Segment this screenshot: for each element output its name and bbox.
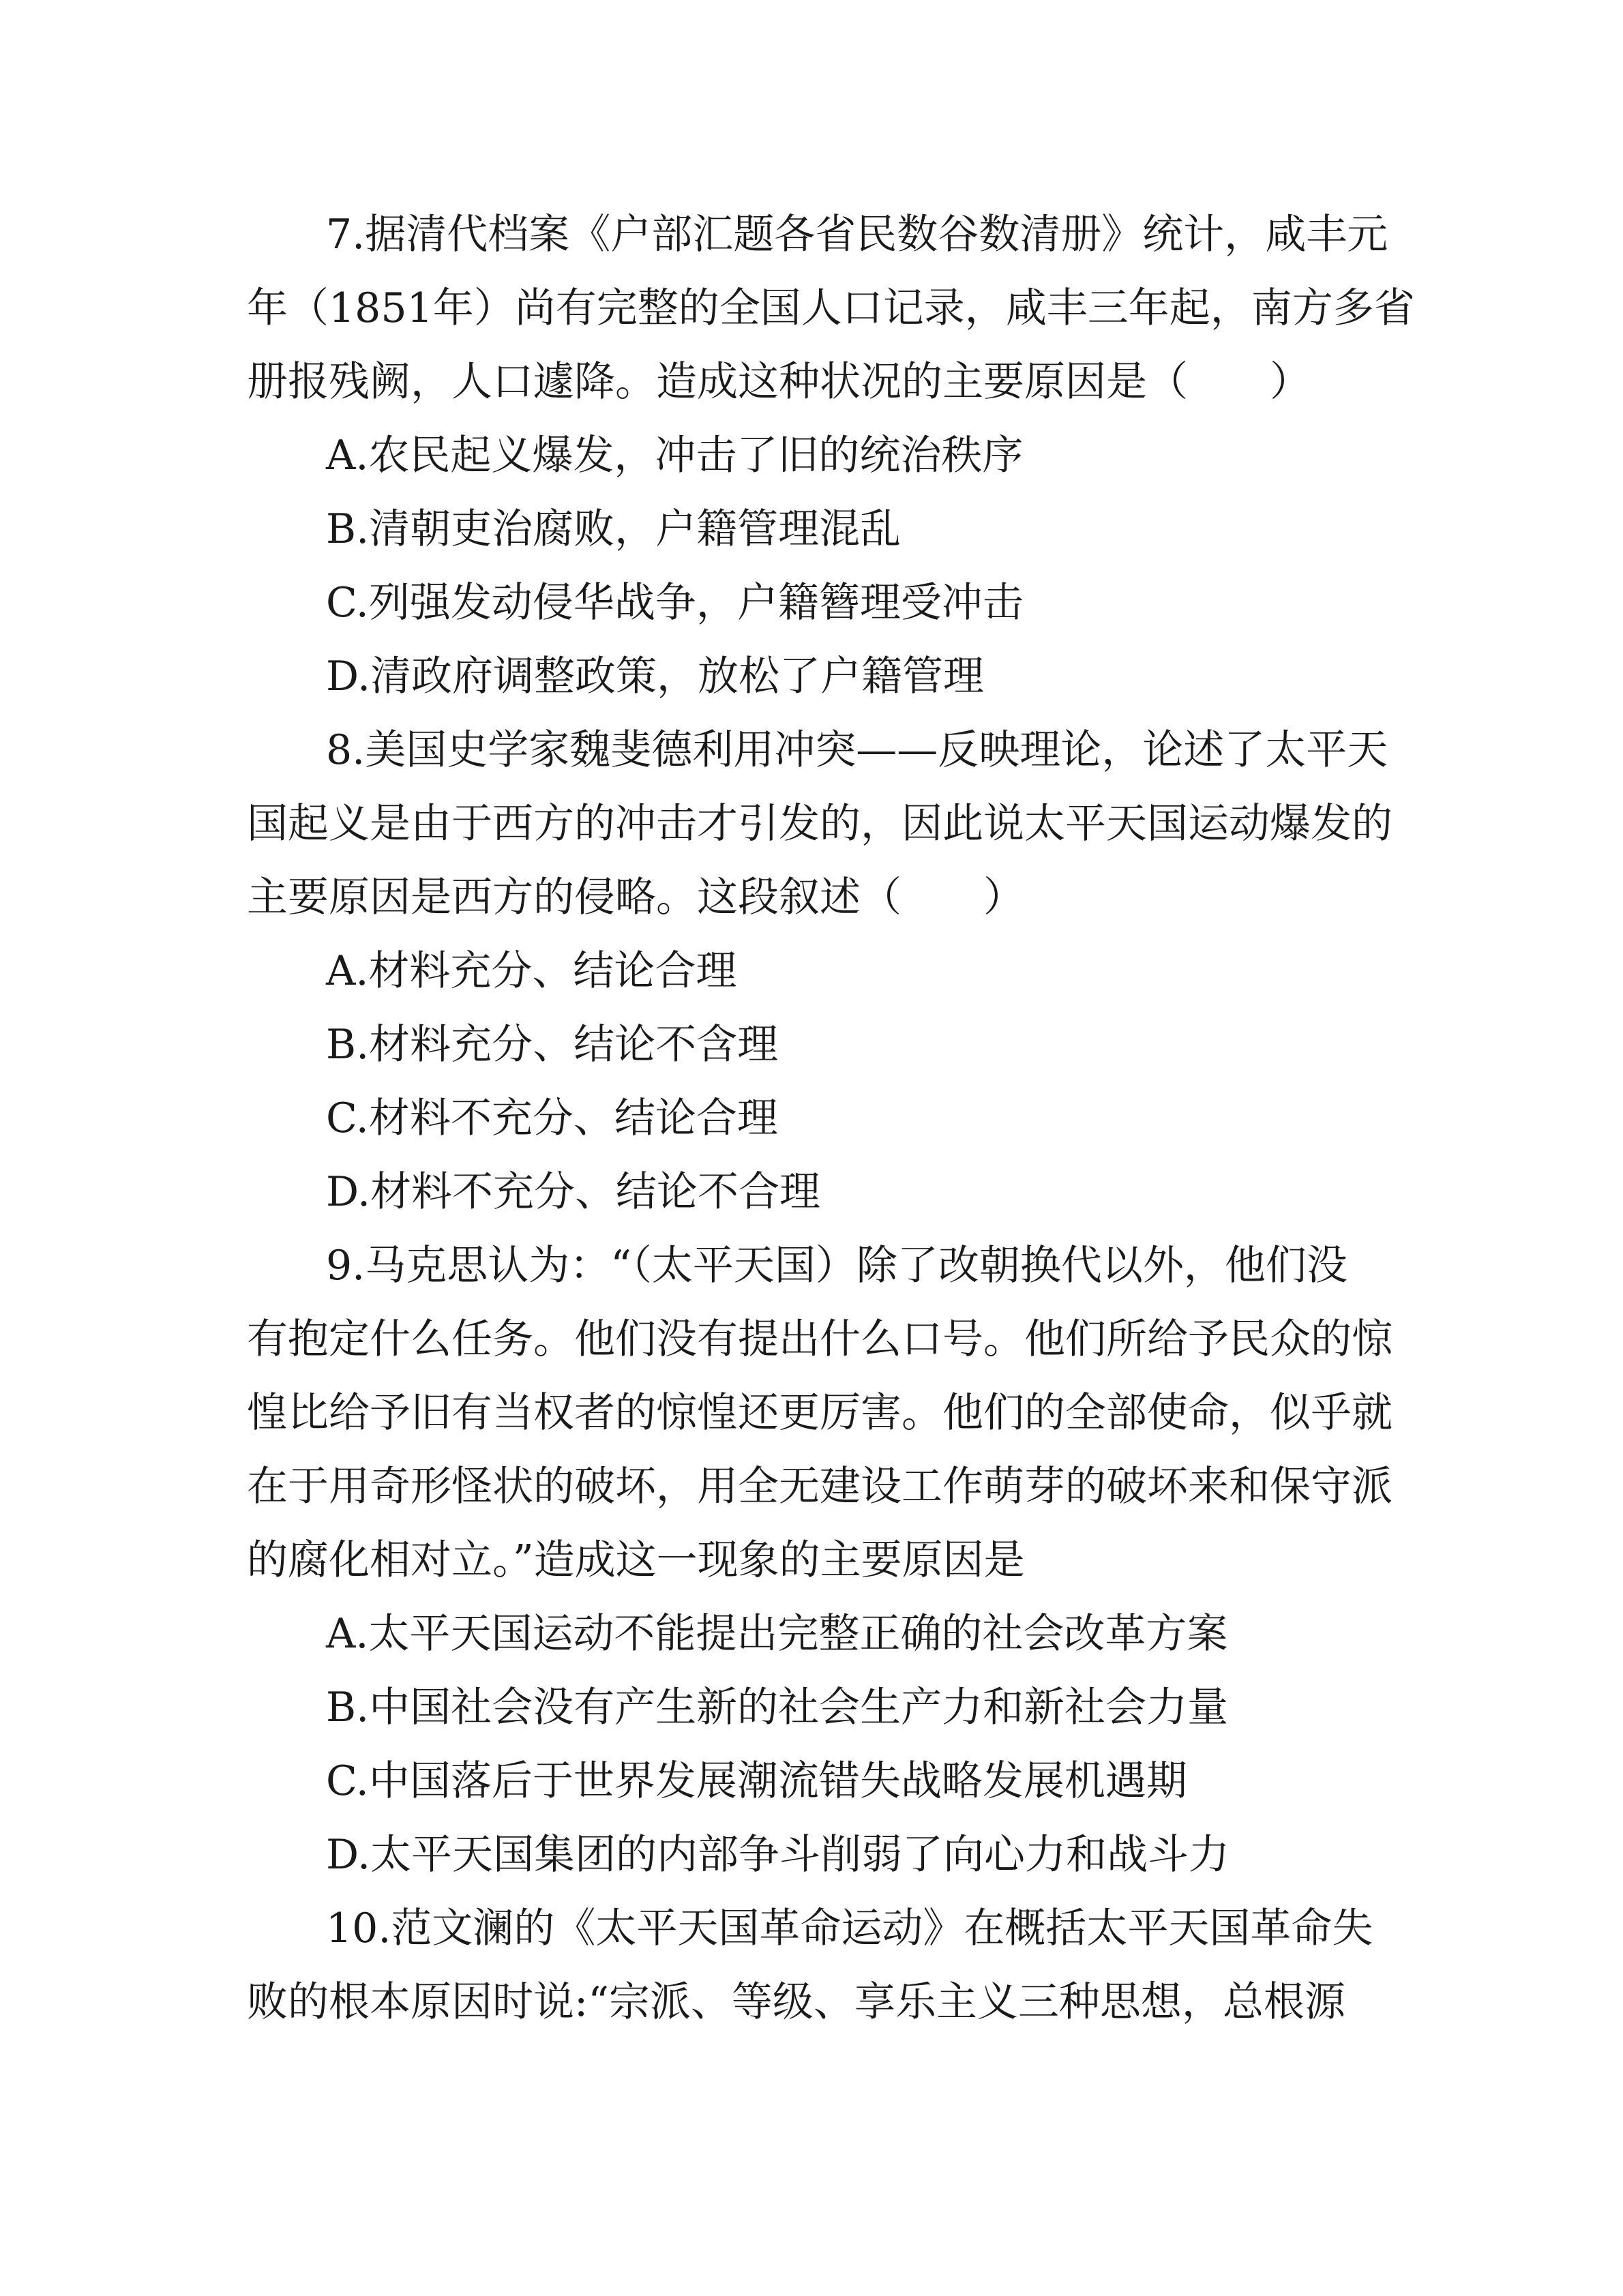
question-7-option-d: D.清政府调整政策，放松了户籍管理	[326, 653, 985, 700]
question-8-stem-line-1: 8.美国史学家魏斐德利用冲突——反映理论，论述了太平天	[326, 726, 1388, 774]
question-9-option-c: C.中国落后于世界发展潮流错失战略发展机遇期	[326, 1757, 1187, 1805]
question-7-option-b: B.清朝吏治腐败，户籍管理混乱	[326, 505, 902, 553]
question-7-stem-line-2: 年（1851年）尚有完整的全国人口记录，咸丰三年起，南方多省	[247, 284, 1415, 332]
question-8-stem-line-2: 国起义是由于西方的冲击才引发的，因此说太平天国运动爆发的	[247, 800, 1393, 848]
question-7-option-a: A.农民起义爆发，冲击了旧的统治秩序	[326, 432, 1024, 479]
question-8-option-d: D.材料不充分、结论不合理	[326, 1168, 821, 1216]
question-9-stem-line-1: 9.马克思认为：“（太平天国）除了改朝换代以外，他们没	[326, 1242, 1347, 1289]
question-9-stem-line-3: 惶比给予旧有当权者的惊惶还更厉害。他们的全部使命，似乎就	[247, 1389, 1393, 1437]
question-10-stem-line-1: 10.范文澜的《太平天国革命运动》在概括太平天国革命失	[326, 1905, 1373, 1952]
question-10-stem-line-2: 败的根本原因时说:“宗派、等级、享乐主义三种思想，总根源	[247, 1978, 1345, 2026]
question-8-stem-line-3: 主要原因是西方的侵略。这段叙述（ ）	[247, 874, 1024, 921]
question-9-stem-line-4: 在于用奇形怪状的破坏，用全无建设工作萌芽的破坏来和保守派	[247, 1463, 1393, 1510]
question-7-stem-line-1: 7.据清代档案《户部汇题各省民数谷数清册》统计，咸丰元	[326, 211, 1388, 258]
question-9-option-a: A.太平天国运动不能提出完整正确的社会改革方案	[326, 1610, 1228, 1658]
question-8-option-a: A.材料充分、结论合理	[326, 947, 737, 995]
question-9-option-b: B.中国社会没有产生新的社会生产力和新社会力量	[326, 1684, 1229, 1731]
question-9-stem-line-2: 有抱定什么任务。他们没有提出什么口号。他们所给予民众的惊	[247, 1315, 1393, 1363]
question-9-option-d: D.太平天国集团的内部争斗削弱了向心力和战斗力	[326, 1831, 1230, 1879]
question-7-option-c: C.列强发动侵华战争，户籍簪理受冲击	[326, 579, 1024, 627]
question-9-stem-line-5: 的腐化相对立。”造成这一现象的主要原因是	[247, 1536, 1025, 1584]
question-8-option-b: B.材料充分、结论不含理	[326, 1021, 779, 1069]
question-7-stem-line-3: 册报残阙，人口遽降。造成这种状况的主要原因是（ ）	[247, 358, 1311, 406]
question-8-option-c: C.材料不充分、结论合理	[326, 1094, 778, 1142]
